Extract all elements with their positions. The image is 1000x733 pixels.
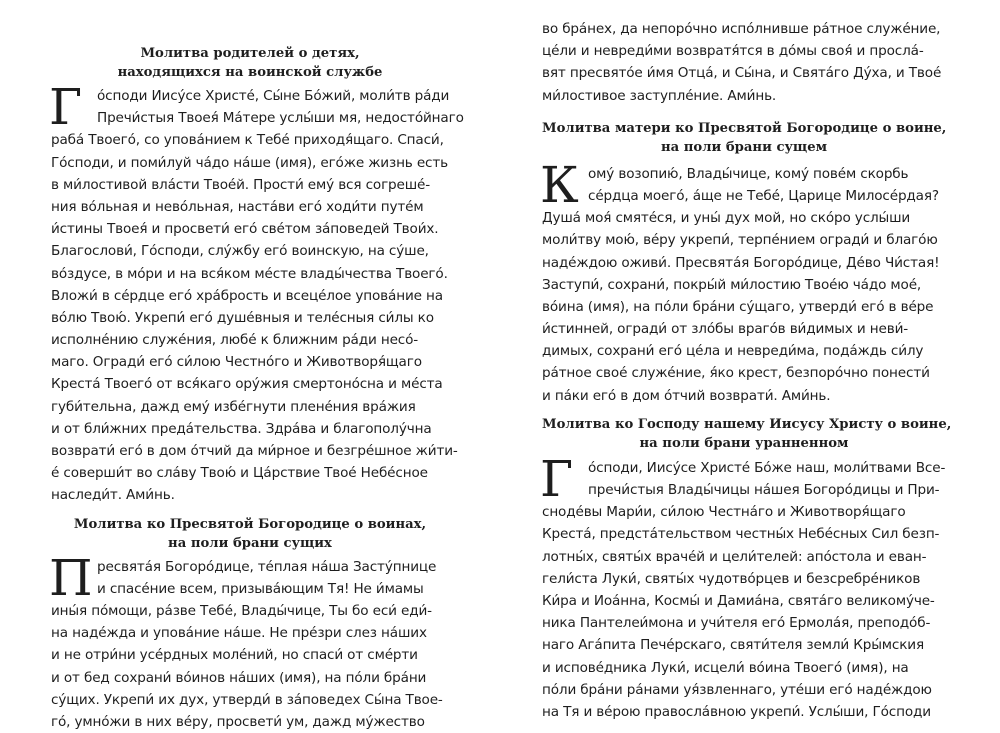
text-line: се́рдца моего́, а́ще не Тебе́, Царице Милосе́рдая? — [588, 187, 939, 204]
text-line: це́ли и невреди́ми возвратя́тся в до́мы своя́ и просла́- — [542, 43, 924, 60]
text-line: о́споди, Иису́се Христе́ Бо́же наш, моли́твами Все- — [588, 459, 946, 476]
text-line: Пречи́стыя Твоея́ Ма́тере услы́ши мя, недосто́йнаго — [97, 110, 464, 127]
right-page — [500, 0, 1000, 720]
text-line: и от бед сохрани́ во́инов на́ших (имя), на по́ли бра́ни — [51, 669, 427, 686]
text-line: лотны́х, святы́х враче́й и цели́телей: апо́стола и еван- — [542, 548, 927, 565]
text-line: су́щих. Укрепи́ их дух, утверди́ в за́поведех Сы́на Твое- — [51, 691, 443, 708]
text-line: наде́ждою оживи́. Пресвята́я Богоро́дице, Де́во Чи́стая! — [542, 254, 940, 271]
text-line: Ки́ра и Иоа́нна, Космы́ и Дамиа́на, свята́го великому́че- — [542, 592, 935, 609]
text-line: во́здусе, в мо́ри и на вся́ком ме́сте влады́чества Твоего́. — [51, 265, 448, 282]
text-line: Креста́, предста́тельством честны́х Небе́сных Сил безп- — [542, 526, 940, 543]
text-line: раба́ Твоего́, со упова́нием к Тебе́ приходя́щаго. Спаси́, — [51, 132, 444, 149]
text-line: го́, умно́жи в них ве́ру, просвети́ ум, дажд му́жество — [51, 713, 425, 730]
text-line: и не отри́ни усе́рдных моле́ний, но спаси́ от сме́рти — [51, 647, 418, 664]
prayer-title — [542, 415, 952, 453]
drop-cap: К — [540, 155, 579, 214]
drop-cap: Г — [540, 449, 573, 508]
text-line: вят пресвято́е и́мя Отца́, и Сы́на, и Свята́го Ду́ха, и Твое́ — [542, 65, 942, 82]
text-line: маго. Огради́ его́ си́лою Честно́го и Животворя́щаго — [51, 354, 422, 371]
text-line: и спасе́ние всем, призыва́ющим Тя! Не и́мамы — [97, 580, 424, 597]
prayer-text — [540, 449, 946, 723]
text-line: Благослови́, Го́споди, слу́жбу его́ воинскую, на су́ше, — [51, 243, 429, 260]
text-line: Душа́ моя́ смяте́ся, и уны́ дух мой, но ско́ро услы́ши — [542, 210, 911, 227]
drop-cap: Г — [49, 78, 82, 136]
prayer-text — [49, 548, 449, 733]
prayer-text — [540, 155, 946, 407]
text-line: Вложи́ в се́рдце его́ хра́брость и всеце́лое упова́ние на — [51, 287, 443, 304]
text-line: и́стины Твоея́ и просвети́ его́ све́том за́поведей Твои́х. — [51, 221, 439, 238]
prayer-title — [51, 515, 449, 553]
text-line: губи́тельна, дажд ему́ избе́гнути плене́ния вра́жия — [51, 398, 416, 415]
text-line: снодéвы Мари́и, си́лою Честна́го и Животворя́щаго — [542, 504, 906, 521]
text-line: во́лю Твою́. Укрепи́ его́ душе́вныя и теле́сныя си́лы ко — [51, 309, 434, 326]
text-line: гели́ста Луки́, святы́х чудотво́рцев и безсребре́ников — [542, 570, 921, 587]
text-line: е́ соверши́т во сла́ву Твою́ и Ца́рствие Твое́ Небе́сное — [51, 465, 428, 482]
text-line: ника Пантелеи́мона и учи́теля его́ Ермола́я, преподо́б- — [542, 615, 931, 632]
text-line: и от бли́жних преда́тельства. Здра́ва и благополу́чна — [51, 420, 432, 437]
text-line: Заступи́, сохрани́, покры́й ми́лостию Твое́ю ча́до мое́, — [542, 276, 922, 293]
prayer-title — [51, 44, 449, 82]
prayer-text — [49, 78, 464, 507]
prayer-continuation — [542, 18, 946, 107]
text-line: димых, сохрани́ его́ це́ла и невреди́ма, пода́ждь си́лу — [542, 343, 924, 360]
text-line: пречи́стыя Влады́чицы на́шея Богоро́дицы и При- — [588, 482, 940, 498]
text-line: наго Ага́пита Пече́рскаго, святи́теля земли́ Кры́мския — [542, 637, 924, 654]
text-line: на Тя и ве́рою правосла́вною укрепи́. Услы́ши, Го́споди — [542, 703, 931, 720]
text-line: на наде́жда и упова́ние на́ше. Не пре́зри слез на́ших — [51, 625, 427, 642]
text-line: и па́ки его́ в дом о́тчий возврати́. Ами́нь. — [542, 387, 831, 404]
right-column — [540, 18, 952, 723]
text-line: Креста́ Твоего́ от вся́каго ору́жия смертоно́сна и ме́ста — [51, 376, 443, 393]
text-line: и испове́дника Луки́, исцели́ во́ина Твоего́ (имя), на — [542, 659, 909, 676]
text-line: возврати́ его́ в дом о́тчий да ми́рное и безгре́шное жи́ти- — [51, 443, 458, 459]
prayer-title — [542, 119, 946, 157]
text-line: по́ли бра́ни ра́нами уя́звленнаго, уте́ши его́ наде́ждою — [542, 681, 932, 698]
text-line: исполне́нию служе́ния, любе́ к ближним ра́ди несо́- — [51, 332, 419, 349]
title-line: на поли брани уранненном — [639, 435, 849, 451]
text-line: ра́тное свое́ служе́ние, я́ко крест, безпоро́чно понести́ — [542, 365, 930, 382]
left-page — [0, 0, 500, 730]
text-line: во́ина (имя), на по́ли бра́ни су́щаго, утверди́ его́ в ве́ре — [542, 298, 934, 315]
title-line: на поли брани сущем — [660, 139, 828, 155]
text-line: и́стинней, огради́ от зло́бы враго́в ви́димых и неви́- — [542, 321, 909, 338]
text-line: о́споди Иису́се Христе́, Сы́не Бо́жий, моли́тв ра́ди — [97, 88, 450, 104]
text-line: ния во́льная и нево́льная, наста́ви его́ ходи́ти путе́м — [51, 198, 424, 215]
title-line: Молитва ко Господу нашему Иисусу Христу о воине, — [542, 416, 952, 432]
text-line: моли́тву мою́, ве́ру укрепи́, терпе́нием огради́ и благо́ю — [542, 232, 938, 249]
title-line: находящихся на воинской службе — [117, 65, 383, 80]
title-line: Молитва ко Пресвятой Богородице о воинах, — [73, 516, 427, 532]
title-line: на поли брани сущих — [168, 535, 332, 551]
title-line: Молитва родителей о детях, — [140, 46, 360, 61]
text-line: Го́споди, и поми́луй ча́до на́ше (имя), его́же жизнь есть — [51, 154, 449, 171]
text-line: ресвята́я Богоро́дице, те́плая на́ша Засту́пнице — [97, 558, 437, 575]
text-line: ому́ возопию́, Влады́чице, кому́ пове́м скорбь — [588, 165, 909, 182]
text-line: ми́лостивое заступле́ние. Ами́нь. — [542, 87, 777, 104]
text-line: ины́я по́мощи, ра́зве Тебе́, Влады́чице, Ты бо еси́ еди́- — [51, 602, 432, 619]
left-column — [49, 44, 464, 733]
text-line: во бра́нех, да непоро́чно испо́лнивше ра́тное служе́ние, — [542, 21, 941, 37]
text-line: наследи́т. Ами́нь. — [51, 487, 175, 504]
drop-cap: П — [49, 548, 93, 607]
title-line: Молитва матери ко Пресвятой Богородице о воине, — [542, 120, 947, 136]
text-line: в ми́лостивой вла́сти Твое́й. Прости́ ему́ вся согреше́- — [51, 176, 431, 193]
